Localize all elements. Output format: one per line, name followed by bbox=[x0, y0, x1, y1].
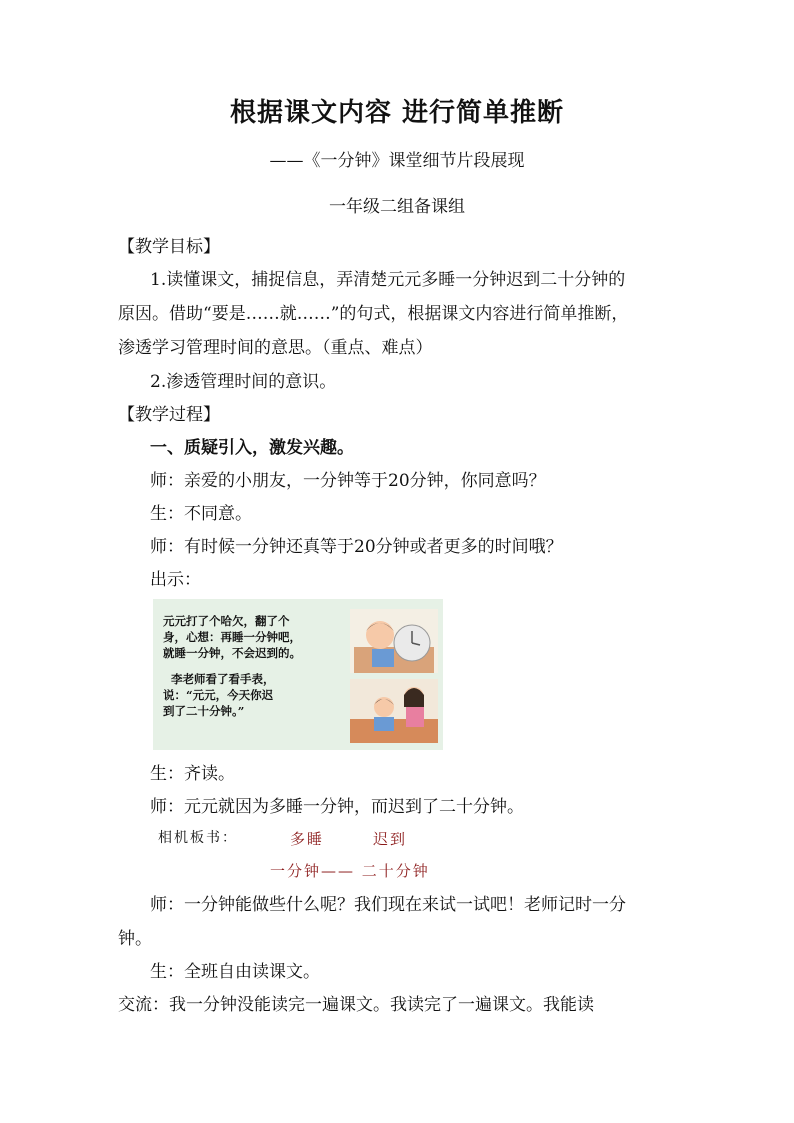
goal-1-line-1: 1.读懂课文，捕捉信息，弄清楚元元多睡一分钟迟到二十分钟的 bbox=[150, 270, 626, 290]
dialogue-line-7b: 钟。 bbox=[118, 929, 152, 949]
document-subtitle: ——《一分钟》课堂细节片段展现 bbox=[269, 151, 525, 171]
dialogue-line-9: 交流：我一分钟没能读完一遍课文。我读完了一遍课文。我能读 bbox=[118, 995, 594, 1015]
boy-waking-illustration bbox=[350, 609, 438, 673]
dialogue-line-1: 师：亲爱的小朋友，一分钟等于20分钟，你同意吗？ bbox=[150, 471, 546, 491]
dialogue-line-8: 生：全班自由读课文。 bbox=[150, 962, 320, 982]
dialogue-line-3: 师：有时候一分钟还真等于20分钟或者更多的时间哦？ bbox=[150, 537, 563, 557]
section-heading-process: 【教学过程】 bbox=[118, 405, 220, 425]
goal-1-line-3: 渗透学习管理时间的意思。（重点、难点） bbox=[118, 338, 433, 358]
textbook-excerpt-image bbox=[153, 599, 443, 750]
goal-1-line-2: 原因。借助“要是……就……”的句式，根据课文内容进行简单推断， bbox=[118, 304, 629, 324]
board-top-left: 多睡 bbox=[290, 830, 325, 848]
dialogue-line-6: 师：元元就因为多睡一分钟，而迟到了二十分钟。 bbox=[150, 797, 524, 817]
dialogue-line-4: 出示： bbox=[150, 570, 201, 590]
teacher-classroom-illustration bbox=[350, 679, 438, 743]
dialogue-line-5: 生：齐读。 bbox=[150, 764, 235, 784]
excerpt-text-1: 元元打了个哈欠，翻了个 身，心想：再睡一分钟吧， 就睡一分钟，不会迟到的。 bbox=[163, 614, 301, 660]
board-bottom: 一分钟—— 二十分钟 bbox=[270, 862, 430, 880]
author-line: 一年级二组备课组 bbox=[329, 197, 465, 217]
board-top-right: 迟到 bbox=[373, 830, 408, 848]
dialogue-line-2: 生：不同意。 bbox=[150, 504, 252, 524]
goal-2: 2.渗透管理时间的意识。 bbox=[150, 372, 337, 392]
document-title: 根据课文内容 进行简单推断 bbox=[229, 98, 565, 128]
dialogue-line-7a: 师：一分钟能做些什么呢？我们现在来试一试吧！老师记时一分 bbox=[150, 895, 626, 915]
step-1-heading: 一、质疑引入，激发兴趣。 bbox=[150, 438, 354, 458]
excerpt-text-2: 李老师看了看手表， 说：“元元，今天你迟 到了二十分钟。” bbox=[163, 672, 275, 718]
board-label: 相机板书： bbox=[158, 830, 238, 846]
section-heading-goals: 【教学目标】 bbox=[118, 237, 220, 257]
